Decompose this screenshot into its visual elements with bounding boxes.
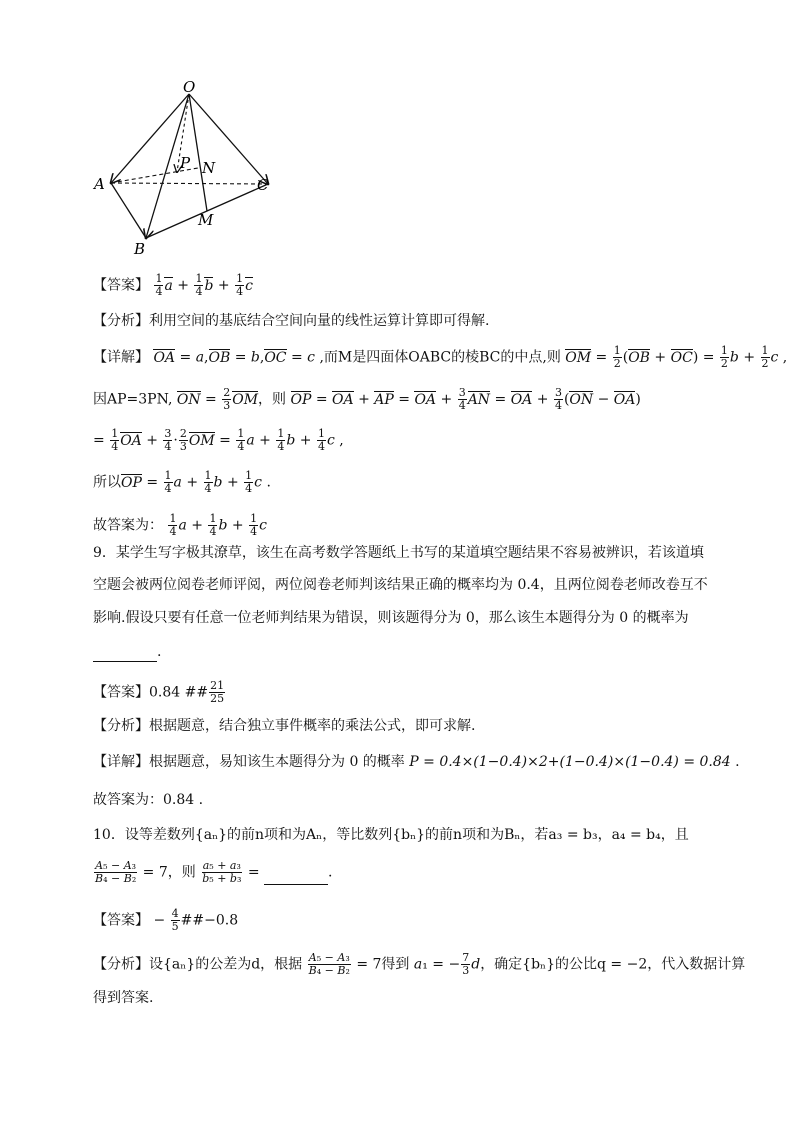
- q10-text-2: $\frac{\text{A₅ − A₃}}{\text{B₄ − B₂}}$ = 7，则 $\frac{\text{a₅ + a₃}}{\text{b₅ + b₃}}$ = .: [95, 859, 333, 885]
- q9-answer-num: 21: [210, 679, 225, 692]
- q8-so-line: 所以OP = $\frac{1}{4}$ a + $\frac{1}{4}$ b + $\frac{1}{4}$ c .: [93, 469, 271, 495]
- label-B: B: [134, 240, 146, 258]
- label-P: P: [180, 154, 191, 172]
- q8-final: 故答案为：: [93, 517, 163, 534]
- q10-analysis-b: 得到: [381, 956, 410, 973]
- q10-text-1: 10．设等差数列{aₙ}的前n项和为Aₙ，等比数列{bₙ}的前n项和为Bₙ，若a₃ = b₃，a₄ = b₄，且: [93, 827, 689, 843]
- analysis-tag: 【分析】: [93, 718, 149, 734]
- q9-text-2: 空题会被两位阅卷老师评阅，两位阅卷老师判该结果正确的概率均为 0.4，且两位阅卷老师改卷互不: [93, 577, 708, 593]
- label-A: A: [94, 175, 105, 193]
- q8-so: 所以: [93, 474, 121, 491]
- detail-tag: 【详解】: [93, 349, 149, 366]
- q8-detail-line-2: 因AP=3PN, ON = $\frac{2}{3}$ OM，则 OP = OA + AP = OA + $\frac{3}{4}$ AN = OA + $\frac{3}{4}$ (ON − OA): [93, 386, 641, 412]
- q10-answer-value: ##−0.8: [180, 912, 239, 929]
- q9-text-3: 影响.假设只要有任意一位老师判结果为错误，则该题得分为 0，那么该生本题得分为 0 的概率为: [93, 610, 689, 626]
- tetrahedron-figure: [90, 80, 280, 260]
- q9-answer: 0.84 ##: [149, 684, 209, 701]
- label-N: N: [202, 159, 216, 177]
- label-M: M: [198, 211, 214, 229]
- q10-answer-line: 【答案】 − $\frac{4}{5}$ ##−0.8: [93, 907, 239, 933]
- detail-tag: 【详解】: [93, 754, 149, 770]
- q10-analysis-a: 设{aₙ}的公差为d，根据: [149, 956, 303, 973]
- q8-detail-b1: 因AP=3PN,: [93, 391, 173, 408]
- q9-analysis: 根据题意，结合独立事件概率的乘法公式，即可求解.: [149, 718, 476, 734]
- answer-tag: 【答案】: [93, 912, 149, 929]
- q9-detail-formula: P = 0.4×(1−0.4)×2+(1−0.4)×(1−0.4) = 0.84: [409, 754, 731, 770]
- q10-analysis-d: 得到答案.: [93, 990, 154, 1006]
- q9-blank: .: [93, 642, 161, 662]
- label-O: O: [183, 80, 196, 96]
- q8-detail-a: 而M是四面体OABC的棱BC的中点,则: [323, 349, 561, 366]
- label-C: C: [257, 176, 269, 194]
- q8-detail-line-1: 【详解】 OA = a,OB = b,OC = c ,而M是四面体OABC的棱BC的中点,则 OM = $\frac{1}{2}$ (OB + OC) = $\frac{1}{2}$ b + $\frac{1}{2}$ c ,: [93, 344, 788, 370]
- q8-final-line: 故答案为： $\frac{1}{4}$ a + $\frac{1}{4}$ b + $\frac{1}{4}$ c: [93, 512, 267, 538]
- answer-tag: 【答案】: [93, 684, 149, 701]
- q9-final-line: 故答案为：0.84 .: [93, 792, 204, 808]
- q8-analysis-text: 利用空间的基底结合空间向量的线性运算计算即可得解.: [149, 313, 490, 329]
- q9-final-value: 0.84: [163, 792, 195, 808]
- q8-answer-line: 【答案】 $\frac{1}{4}$ a + $\frac{1}{4}$ b + $\frac{1}{4}$ c: [93, 272, 253, 298]
- q9-answer-line: [93, 680, 226, 705]
- q9-detail: 根据题意，易知该生本题得分为 0 的概率: [149, 754, 405, 770]
- q8-analysis-line: [93, 311, 489, 331]
- analysis-tag: 【分析】: [93, 956, 149, 973]
- q8-detail-line-3: = $\frac{1}{4}$ OA + $\frac{3}{4}$ · $\frac{2}{3}$ OM = $\frac{1}{4}$ a + $\frac{1}{4}$ b + $\frac{1}{4}$ c ,: [93, 427, 344, 453]
- q8-detail-b2: ，则: [258, 391, 287, 408]
- q9-answer-den: 25: [210, 692, 225, 705]
- q10-analysis-line: 【分析】设{aₙ}的公差为d，根据 $\frac{\text{A₅ − A₃}}{\text{B₄ − B₂}}$ = 7得到 a₁ = − $\frac{7}{3}$ d，确定{bₙ}的公比q = −2，代入数据计算: [93, 951, 746, 977]
- answer-tag: 【答案】: [93, 277, 149, 294]
- analysis-tag: 【分析】: [93, 313, 149, 329]
- q9-analysis-line: [93, 716, 475, 736]
- q10-analysis-c: ，确定{bₙ}的公比q = −2，代入数据计算: [480, 956, 746, 973]
- q9-text-1: 9．某学生写字极其潦草，该生在高考数学答题纸上书写的某道填空题结果不容易被辨识，若该道填: [93, 545, 704, 561]
- q9-detail-line: 【详解】根据题意，易知该生本题得分为 0 的概率 P = 0.4×(1−0.4)×2+(1−0.4)×(1−0.4) = 0.84 .: [93, 754, 740, 770]
- q9-final: 故答案为：: [93, 792, 163, 808]
